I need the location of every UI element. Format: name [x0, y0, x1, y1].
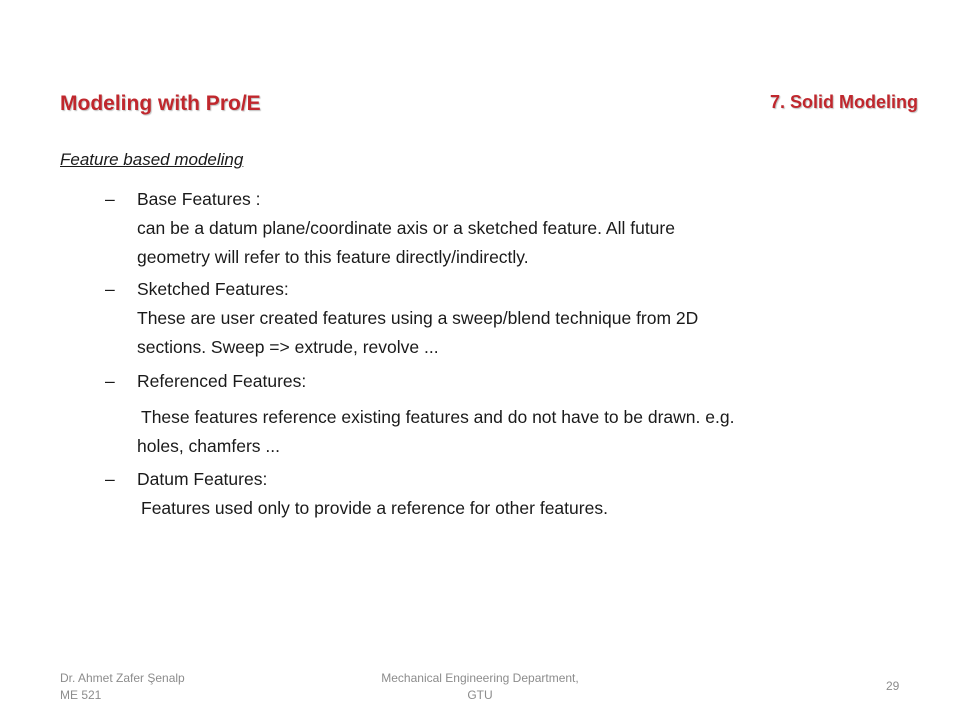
- footer-department-block: [330, 670, 630, 704]
- bullet-line: These are user created features using a sweep/blend technique from 2D: [137, 308, 699, 328]
- bullet-dash: –: [105, 279, 115, 299]
- bullet-heading: Referenced Features:: [137, 371, 307, 391]
- bullet-line: holes, chamfers ...: [137, 436, 280, 456]
- footer-author-block: [60, 670, 185, 704]
- bullet-dash: –: [105, 469, 115, 489]
- bullet-line: geometry will refer to this feature directly/indirectly.: [137, 247, 529, 267]
- bullet-line: Features used only to provide a reference for other features.: [141, 498, 608, 518]
- section-subtitle: Feature based modeling: [60, 150, 244, 169]
- footer-author: Dr. Ahmet Zafer Şenalp: [60, 671, 185, 685]
- bullet-dash: –: [105, 189, 115, 209]
- bullet-referenced-features: [105, 367, 857, 461]
- bullet-heading: Base Features :: [137, 189, 261, 209]
- footer-department: Mechanical Engineering Department,: [381, 671, 579, 685]
- footer-course: ME 521: [60, 688, 102, 702]
- bullet-datum-features: [105, 465, 857, 523]
- bullet-dash: –: [105, 371, 115, 391]
- bullet-heading: Datum Features:: [137, 469, 268, 489]
- bullet-heading: Sketched Features:: [137, 279, 289, 299]
- footer-institution: GTU: [467, 688, 493, 702]
- slide-title: Modeling with Pro/E: [60, 92, 261, 115]
- chapter-label: 7. Solid Modeling: [770, 92, 918, 112]
- bullet-sketched-features: [105, 275, 857, 362]
- bullet-line: can be a datum plane/coordinate axis or a sketched feature. All future: [137, 218, 675, 238]
- bullet-base-features: [105, 185, 857, 272]
- bullet-line: sections. Sweep => extrude, revolve ...: [137, 337, 439, 357]
- page-number: 29: [886, 679, 900, 693]
- bullet-line: These features reference existing features and do not have to be drawn. e.g.: [141, 407, 735, 427]
